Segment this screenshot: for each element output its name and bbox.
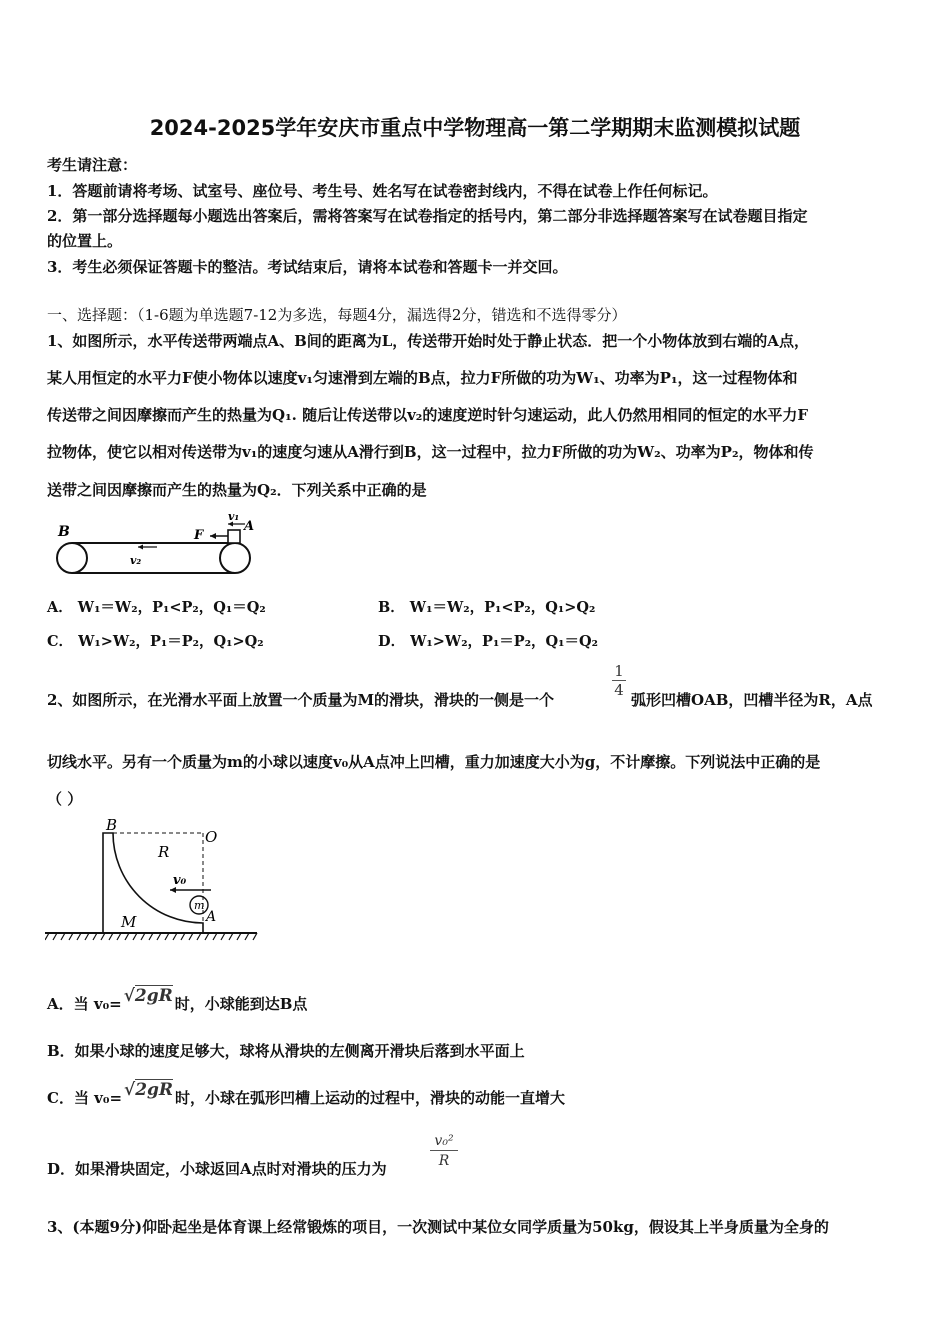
- option-c-suffix: 时，小球在弧形凹槽上运动的过程中，滑块的动能一直增大: [175, 1089, 566, 1107]
- section-heading: 一、选择题：（1-6题为单选题7-12为多选，每题4分，漏选得2分，错选和不选得零分）: [47, 306, 627, 324]
- label-v0: v₀: [173, 873, 187, 888]
- label-A: A: [206, 909, 217, 925]
- q1-option-b: B． W₁＝W₂，P₁<P₂，Q₁>Q₂: [378, 599, 596, 616]
- q1-text: 1、如图所示，水平传送带两端点A、B间的距离为L，传送带开始时处于静止状态．把一个小物体放到右端的A点，: [47, 332, 809, 350]
- notice-item: 2．第一部分选择题每小题选出答案后，需将答案写在试卷指定的括号内，第二部分非选择题答案写在试卷题目指定: [47, 207, 808, 225]
- q2-fraction: [612, 662, 626, 699]
- label-B: B: [58, 524, 70, 540]
- q2-text: 弧形凹槽OAB，凹槽半径为R，A点: [631, 691, 873, 709]
- ground-hatch: [45, 933, 257, 940]
- small-block: [228, 530, 240, 543]
- q2-option-a: [47, 986, 308, 1014]
- q3-text: 3、(本题9分)仰卧起坐是体育课上经常锻炼的项目，一次测试中某位女同学质量为50kg，假设其上半身质量为全身的: [47, 1218, 829, 1236]
- q2-option-d: D．如果滑块固定，小球返回A点时对滑块的压力为: [47, 1160, 387, 1178]
- conveyor-belt-figure: [50, 506, 260, 582]
- label-v2: v₂: [130, 554, 142, 567]
- slider-groove-figure: [45, 812, 265, 942]
- option-a-suffix: 时，小球能到达B点: [174, 995, 308, 1013]
- q2-option-c: [47, 1080, 566, 1108]
- option-a-prefix: A．当 v₀=: [47, 995, 122, 1013]
- label-M: M: [121, 913, 137, 931]
- label-A: A: [244, 519, 255, 534]
- label-B: B: [106, 816, 118, 834]
- v2-arrowhead: [138, 545, 143, 550]
- label-F: F: [194, 528, 204, 543]
- q2-text: 切线水平。另有一个质量为m的小球以速度v₀从A点冲上凹槽，重力加速度大小为g，不计摩擦。下列说法中正确的是: [47, 753, 821, 771]
- q2-text: （ ）: [47, 790, 83, 808]
- force-arrowhead: [210, 533, 216, 539]
- notice-item: 1．答题前请将考场、试室号、座位号、考生号、姓名写在试卷密封线内，不得在试卷上作任何标记。: [47, 182, 718, 200]
- label-v1: v₁: [228, 510, 240, 523]
- q1-text: 拉物体，使它以相对传送带为v₁的速度匀速从A滑行到B，这一过程中，拉力F所做的功为W₂、功率为P₂，物体和传: [47, 443, 814, 461]
- q2-option-d-fraction: [430, 1132, 458, 1171]
- q1-option-d: D． W₁>W₂，P₁＝P₂，Q₁＝Q₂: [378, 633, 599, 650]
- q1-text: 传送带之间因摩擦而产生的热量为Q₁. 随后让传送带以v₂的速度逆时针匀速运动，此人仍然用相同的恒定的水平力F: [47, 406, 809, 424]
- sqrt-2gR: √2gR: [123, 986, 173, 1006]
- label-R: R: [158, 843, 170, 861]
- q1-option-a: A． W₁＝W₂，P₁<P₂，Q₁＝Q₂: [47, 599, 266, 616]
- page-title: 2024-2025学年安庆市重点中学物理高一第二学期期末监测模拟试题: [149, 116, 801, 140]
- notice-heading: 考生请注意：: [47, 156, 138, 174]
- sqrt-2gR: √2gR: [124, 1080, 174, 1100]
- slider-body: [103, 833, 203, 933]
- label-O: O: [205, 828, 218, 846]
- option-c-prefix: C．当 v₀=: [47, 1089, 123, 1107]
- q1-text: 某人用恒定的水平力F使小物体以速度v₁匀速滑到左端的B点，拉力F所做的功为W₁、功率为P₁，这一过程物体和: [47, 369, 798, 387]
- label-m: m: [194, 899, 205, 912]
- frac-denominator: 4: [612, 680, 626, 699]
- notice-item: 3．考生必须保证答题卡的整洁。考试结束后，请将本试卷和答题卡一并交回。: [47, 258, 568, 276]
- q2-option-b: B．如果小球的速度足够大，球将从滑块的左侧离开滑块后落到水平面上: [47, 1042, 525, 1060]
- frac-numerator: 1: [614, 662, 624, 680]
- q1-option-c: C． W₁>W₂，P₁＝P₂，Q₁>Q₂: [47, 633, 264, 650]
- right-pulley: [220, 543, 250, 573]
- q2-text: 2、如图所示，在光滑水平面上放置一个质量为M的滑块，滑块的一侧是一个: [47, 691, 555, 709]
- notice-item: 的位置上。: [47, 232, 123, 250]
- frac-denominator: R: [430, 1150, 458, 1171]
- frac-numerator: v₀²: [434, 1133, 454, 1149]
- left-pulley: [57, 543, 87, 573]
- q1-text: 送带之间因摩擦而产生的热量为Q₂．下列关系中正确的是: [47, 481, 427, 499]
